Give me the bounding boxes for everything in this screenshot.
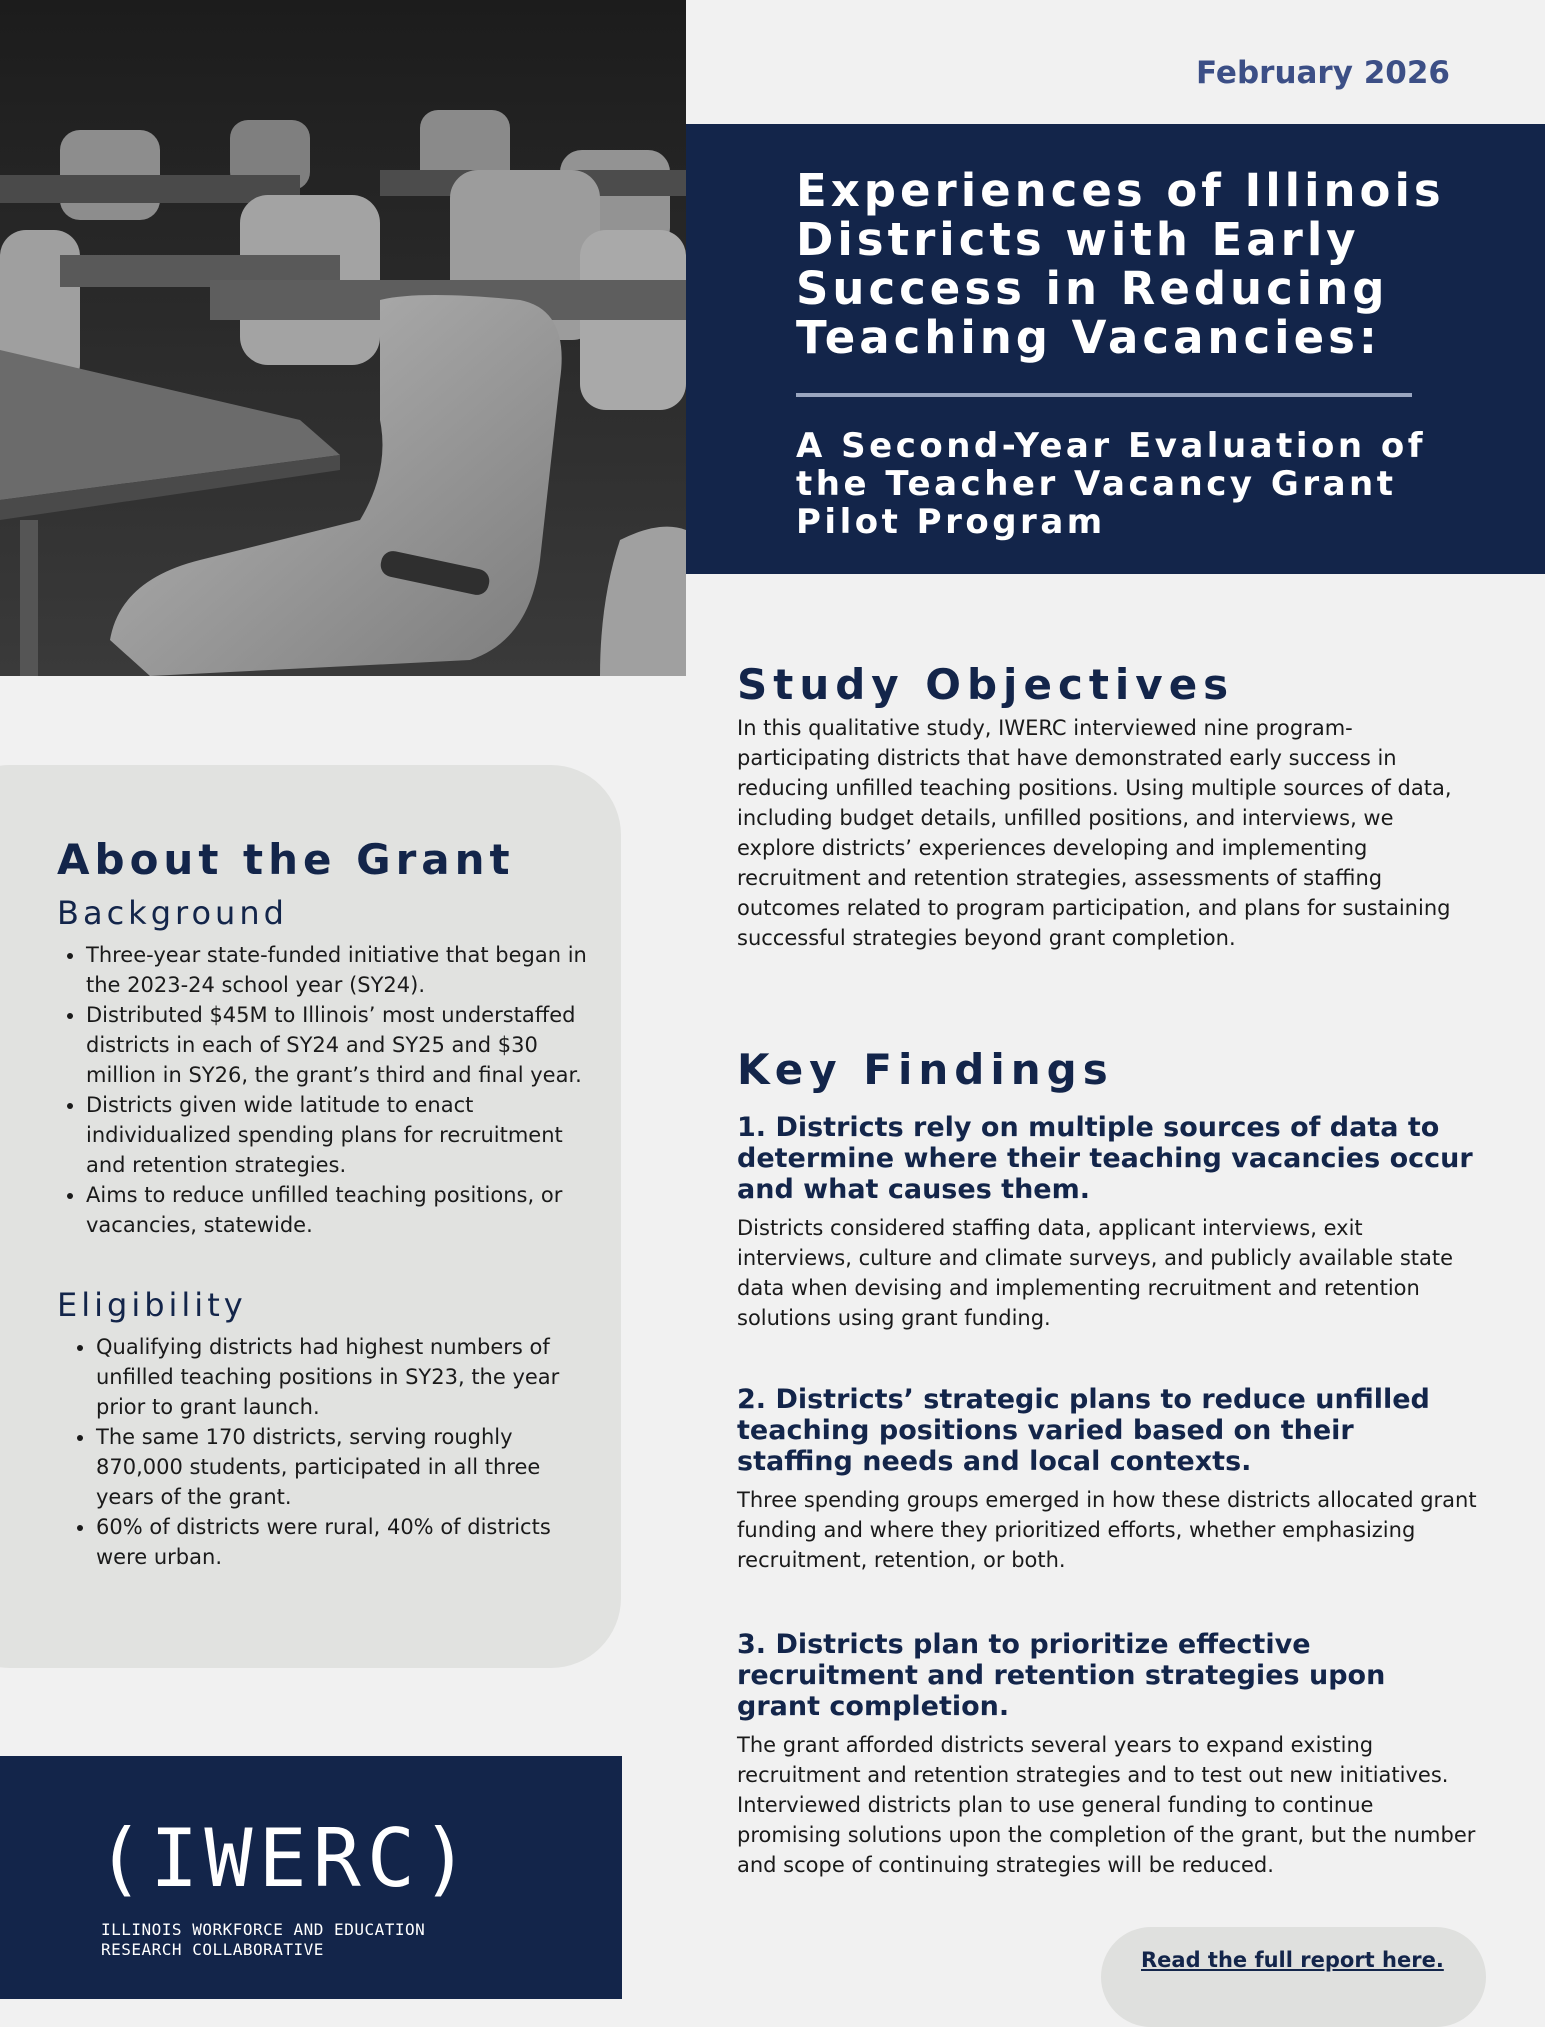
logo-wordmark: IWERC xyxy=(150,1812,421,1905)
objectives-text: In this qualitative study, IWERC interviewed nine program-participating districts that have demonstrated early success in reducing unfilled teaching positions. Using multiple sources of data, including budget details, unfilled positions, and interviews, we explore districts’ experiences developing and implementing recruitment and retention strategies, assessments of staffing outcomes related to program participation, and plans for sustaining successful strategies beyond grant completion. xyxy=(737,716,1452,950)
about-the-grant-section xyxy=(57,835,597,1572)
background-heading: Background xyxy=(57,894,288,932)
read-report-pill[interactable] xyxy=(1101,1927,1486,2027)
finding-1 xyxy=(737,1112,1477,1333)
eligibility-heading: Eligibility xyxy=(57,1286,247,1324)
finding-title: 1. Districts rely on multiple sources of data to determine where their teaching vacancies occur and what causes them. xyxy=(737,1112,1473,1205)
findings-heading: Key Findings xyxy=(737,1045,1114,1094)
finding-title: 2. Districts’ strategic plans to reduce unfilled teaching positions varied based on their staffing needs and local contexts. xyxy=(737,1384,1430,1477)
list-item: • The same 170 districts, serving roughly 870,000 students, participated in all three years of the grant. xyxy=(96,1422,597,1512)
about-heading: About the Grant xyxy=(57,835,515,884)
logo-subtitle-line: RESEARCH COLLABORATIVE xyxy=(101,1940,324,1959)
finding-2 xyxy=(737,1384,1477,1575)
finding-title: 3. Districts plan to prioritize effective recruitment and retention strategies upon grant completion. xyxy=(737,1629,1386,1722)
report-title: Experiences of Illinois Districts with Early Success in Reducing Teaching Vacancies: xyxy=(796,164,1445,364)
finding-3 xyxy=(737,1629,1477,1880)
classroom-photo xyxy=(0,0,686,676)
study-objectives-section xyxy=(737,660,1477,953)
title-banner xyxy=(686,124,1545,574)
finding-text: Three spending groups emerged in how these districts allocated grant funding and where they prioritized efforts, whether emphasizing recruitment, retention, or both. xyxy=(737,1488,1477,1572)
list-item: • Distributed $45M to Illinois’ most understaffed districts in each of SY24 and SY25 and $30 million in SY26, the grant’s third and final year. xyxy=(86,1000,597,1090)
report-subtitle: A Second-Year Evaluation of the Teacher Vacancy Grant Pilot Program xyxy=(796,426,1427,542)
key-findings-section xyxy=(737,1045,1477,1094)
logo-subtitle-line: ILLINOIS WORKFORCE AND EDUCATION xyxy=(101,1920,426,1939)
objectives-heading: Study Objectives xyxy=(737,660,1235,709)
list-item: • Qualifying districts had highest numbers of unfilled teaching positions in SY23, the year prior to grant launch. xyxy=(96,1332,597,1422)
background-list xyxy=(57,940,597,1240)
logo-subtitle xyxy=(101,1920,425,1960)
read-full-report-link[interactable]: Read the full report here. xyxy=(1141,1948,1444,1972)
list-item: • Aims to reduce unfilled teaching positions, or vacancies, statewide. xyxy=(86,1180,597,1240)
iwerc-logo: (IWERC) xyxy=(96,1812,476,1905)
iwerc-logo-block xyxy=(0,1756,622,1999)
title-divider xyxy=(796,393,1412,397)
finding-text: The grant afforded districts several years to expand existing recruitment and retention strategies and to test out new initiatives. Interviewed districts plan to use general funding to continue promising solutions upon the completion of the grant, but the number and scope of continuing strategies will be reduced. xyxy=(737,1733,1476,1877)
finding-text: Districts considered staffing data, applicant interviews, exit interviews, culture and climate surveys, and publicly available state data when devising and implementing recruitment and retention solutions using grant funding. xyxy=(737,1216,1454,1330)
publication-date: February 2026 xyxy=(1196,55,1450,91)
list-item: • 60% of districts were rural, 40% of districts were urban. xyxy=(96,1512,597,1572)
list-item: • Three-year state-funded initiative that began in the 2023-24 school year (SY24). xyxy=(86,940,597,1000)
list-item: • Districts given wide latitude to enact individualized spending plans for recruitment and retention strategies. xyxy=(86,1090,597,1180)
eligibility-list xyxy=(57,1332,597,1572)
